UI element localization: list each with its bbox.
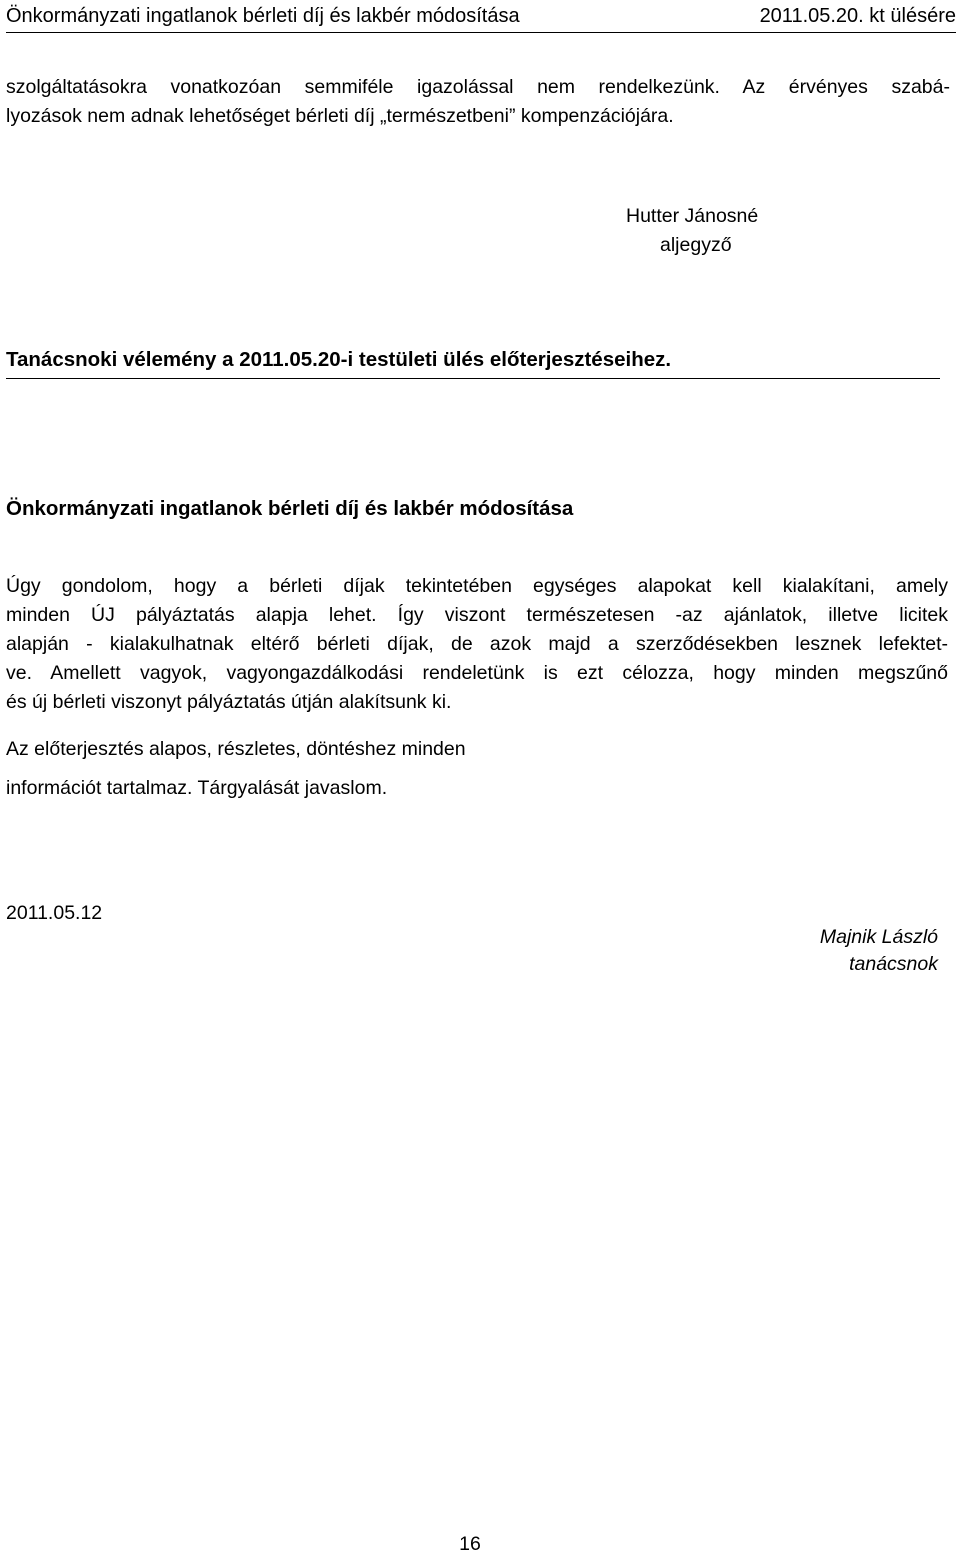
signature-block-notary — [626, 202, 876, 260]
document-date: 2011.05.12 — [6, 902, 103, 924]
opinion-line: ve. Amellett vagyok, vagyongazdálkodási rendeletünk is ezt célozza, hogy minden megszűnő — [6, 662, 948, 684]
section-heading — [6, 348, 940, 379]
opinion-line: minden ÚJ pályáztatás alapja lehet. Így viszont természetesen -az ajánlatok, illetve licitek — [6, 604, 948, 626]
opinion-line: Úgy gondolom, hogy a bérleti díjak tekintetében egységes alapokat kell kialakítani, amely — [6, 575, 948, 597]
page-number: 16 — [459, 1533, 481, 1555]
topic-title: Önkormányzati ingatlanok bérleti díj és lakbér módosítása — [6, 497, 574, 520]
signature-block-councillor — [780, 924, 938, 978]
intro-line: lyozások nem adnak lehetőséget bérleti díj „természetbeni” kompenzációjára. — [6, 105, 674, 127]
signatory-role: aljegyző — [660, 234, 732, 256]
intro-line: szolgáltatásokra vonatkozóan semmiféle igazolással nem rendelkezünk. Az érvényes szabá- — [6, 76, 950, 98]
intro-paragraph — [6, 73, 950, 131]
signatory-name: Hutter Jánosné — [626, 205, 759, 227]
opinion-line: alapján - kialakulhatnak eltérő bérleti díjak, de azok majd a szerződésekben lesznek lefektet- — [6, 633, 948, 655]
header-meeting-date: 2011.05.20. kt ülésére — [759, 5, 956, 27]
section-heading-text: Tanácsnoki vélemény a 2011.05.20-i testületi ülés előterjesztéseihez. — [6, 348, 672, 371]
header-title: Önkormányzati ingatlanok bérleti díj és lakbér módosítása — [6, 5, 520, 27]
opinion-paragraph — [6, 572, 948, 717]
running-header — [6, 2, 956, 33]
signatory-role: tanácsnok — [849, 953, 938, 975]
opinion-line: és új bérleti viszonyt pályáztatás útján alakítsunk ki. — [6, 691, 452, 713]
summary-line: információt tartalmaz. Tárgyalását javaslom. — [6, 777, 388, 799]
signatory-name: Majnik László — [819, 926, 938, 948]
summary-line: Az előterjesztés alapos, részletes, döntéshez minden — [6, 738, 466, 760]
